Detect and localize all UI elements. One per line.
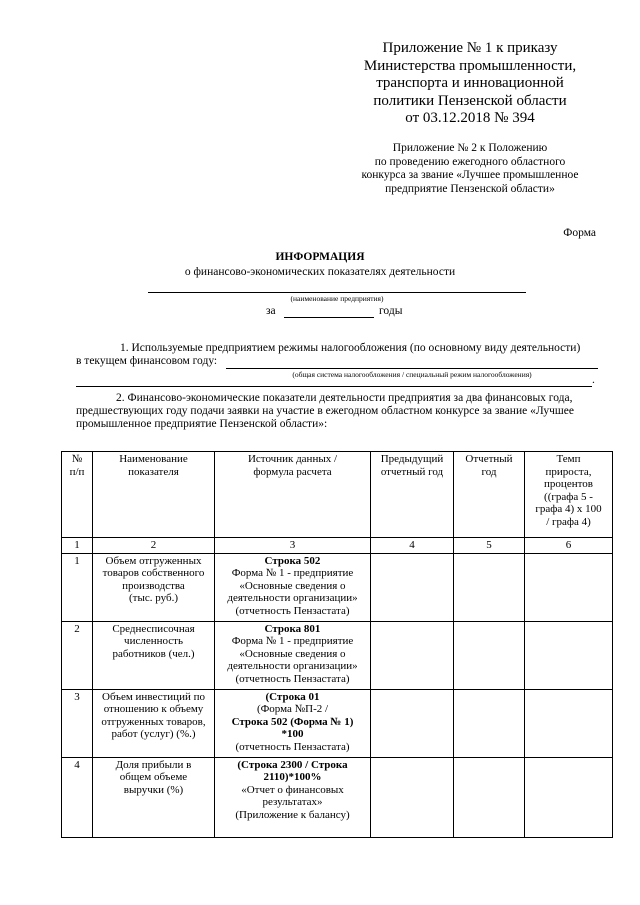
section1-end: . (592, 374, 595, 386)
previous-year-cell[interactable] (371, 689, 454, 757)
reporting-year-cell[interactable] (454, 553, 525, 621)
tax-regime-caption: (общая система налогообложения / специальный режим налогообложения) (292, 370, 532, 379)
enterprise-name-line[interactable] (148, 292, 526, 293)
form-label: Форма (563, 227, 596, 239)
header-line: по проведению ежегодного областного (374, 155, 566, 168)
column-number: 1 (62, 538, 93, 554)
section2-text: 2. Финансово-экономические показатели деятельности предприятия за два финансовых года, (116, 392, 573, 404)
table-row (62, 689, 613, 757)
reporting-year-cell[interactable] (454, 621, 525, 689)
tax-regime-line[interactable] (226, 368, 598, 369)
column-number-row (62, 538, 613, 554)
document-title: ИНФОРМАЦИЯ (275, 251, 365, 263)
indicator-name: Среднесписочная численность работников (чел.) (93, 621, 215, 689)
appendix-order-header (330, 40, 610, 128)
table-row (62, 757, 613, 837)
data-source: Строка 801 Форма № 1 - предприятие «Основные сведения о деятельности организации» (отчетность Пензастата) (215, 621, 371, 689)
column-number: 2 (93, 538, 215, 554)
section2-text: предшествующих году подачи заявки на участие в ежегодном областном конкурсе за звание «Лучшее (76, 405, 574, 417)
previous-year-cell[interactable] (371, 553, 454, 621)
header-previous-year: Предыдущий отчетный год (371, 452, 454, 538)
table-header-row (62, 452, 613, 538)
column-number: 3 (215, 538, 371, 554)
period-input-line[interactable] (284, 317, 374, 318)
column-number: 6 (525, 538, 613, 554)
section2-text: промышленное предприятие Пензенской области»: (76, 418, 328, 430)
header-line: политики Пензенской области (373, 92, 567, 109)
enterprise-caption: (наименование предприятия) (290, 294, 384, 303)
period-prefix: за (266, 305, 276, 317)
header-growth-rate: Темп прироста, процентов ((графа 5 - графа 4) x 100 / графа 4) (525, 452, 613, 538)
indicator-name: Объем отгруженных товаров собственного производства (тыс. руб.) (93, 553, 215, 621)
header-line: конкурса за звание «Лучшее промышленное (361, 169, 579, 181)
tax-regime-line-2[interactable] (76, 386, 592, 387)
row-number: 2 (62, 621, 93, 689)
growth-rate-cell[interactable] (525, 689, 613, 757)
period-suffix: годы (379, 305, 403, 317)
header-reporting-year: Отчетный год (454, 452, 525, 538)
growth-rate-cell[interactable] (525, 621, 613, 689)
header-line: предприятие Пензенской области» (385, 182, 555, 195)
column-number: 5 (454, 538, 525, 554)
previous-year-cell[interactable] (371, 757, 454, 837)
header-line: транспорта и инновационной (376, 75, 564, 91)
column-number: 4 (371, 538, 454, 554)
indicators-table (61, 451, 613, 838)
growth-rate-cell[interactable] (525, 553, 613, 621)
section1-text: 1. Используемые предприятием режимы налогообложения (по основному виду деятельности) (120, 342, 581, 354)
indicator-name: Доля прибыли в общем объеме выручки (%) (93, 757, 215, 837)
appendix-regulation-header (330, 142, 610, 196)
row-number: 3 (62, 689, 93, 757)
table-row (62, 553, 613, 621)
section1-text-cont: в текущем финансовом году: (76, 355, 218, 367)
data-source: Строка 502 Форма № 1 - предприятие «Основные сведения о деятельности организации» (отчетность Пензастата) (215, 553, 371, 621)
header-line: Приложение № 2 к Положению (392, 142, 548, 154)
row-number: 1 (62, 553, 93, 621)
data-source: (Строка 01 (Форма №П-2 / Строка 502 (Форма № 1) *100 (отчетность Пензастата) (215, 689, 371, 757)
reporting-year-cell[interactable] (454, 757, 525, 837)
reporting-year-cell[interactable] (454, 689, 525, 757)
table-row (62, 621, 613, 689)
row-number: 4 (62, 757, 93, 837)
header-line: Министерства промышленности, (363, 57, 577, 74)
header-indicator: Наименование показателя (93, 452, 215, 538)
indicator-name: Объем инвестиций по отношению к объему отгруженных товаров, работ (услуг) (%.) (93, 689, 215, 757)
previous-year-cell[interactable] (371, 621, 454, 689)
header-line: от 03.12.2018 № 394 (405, 110, 535, 126)
header-source: Источник данных / формула расчета (215, 452, 371, 538)
document-subtitle: о финансово-экономических показателях деятельности (184, 266, 456, 278)
header-num: № п/п (62, 452, 93, 538)
header-line: Приложение № 1 к приказу (382, 40, 558, 56)
data-source: (Строка 2300 / Строка 2110)*100% «Отчет о финансовых результатах» (Приложение к балансу) (215, 757, 371, 837)
growth-rate-cell[interactable] (525, 757, 613, 837)
